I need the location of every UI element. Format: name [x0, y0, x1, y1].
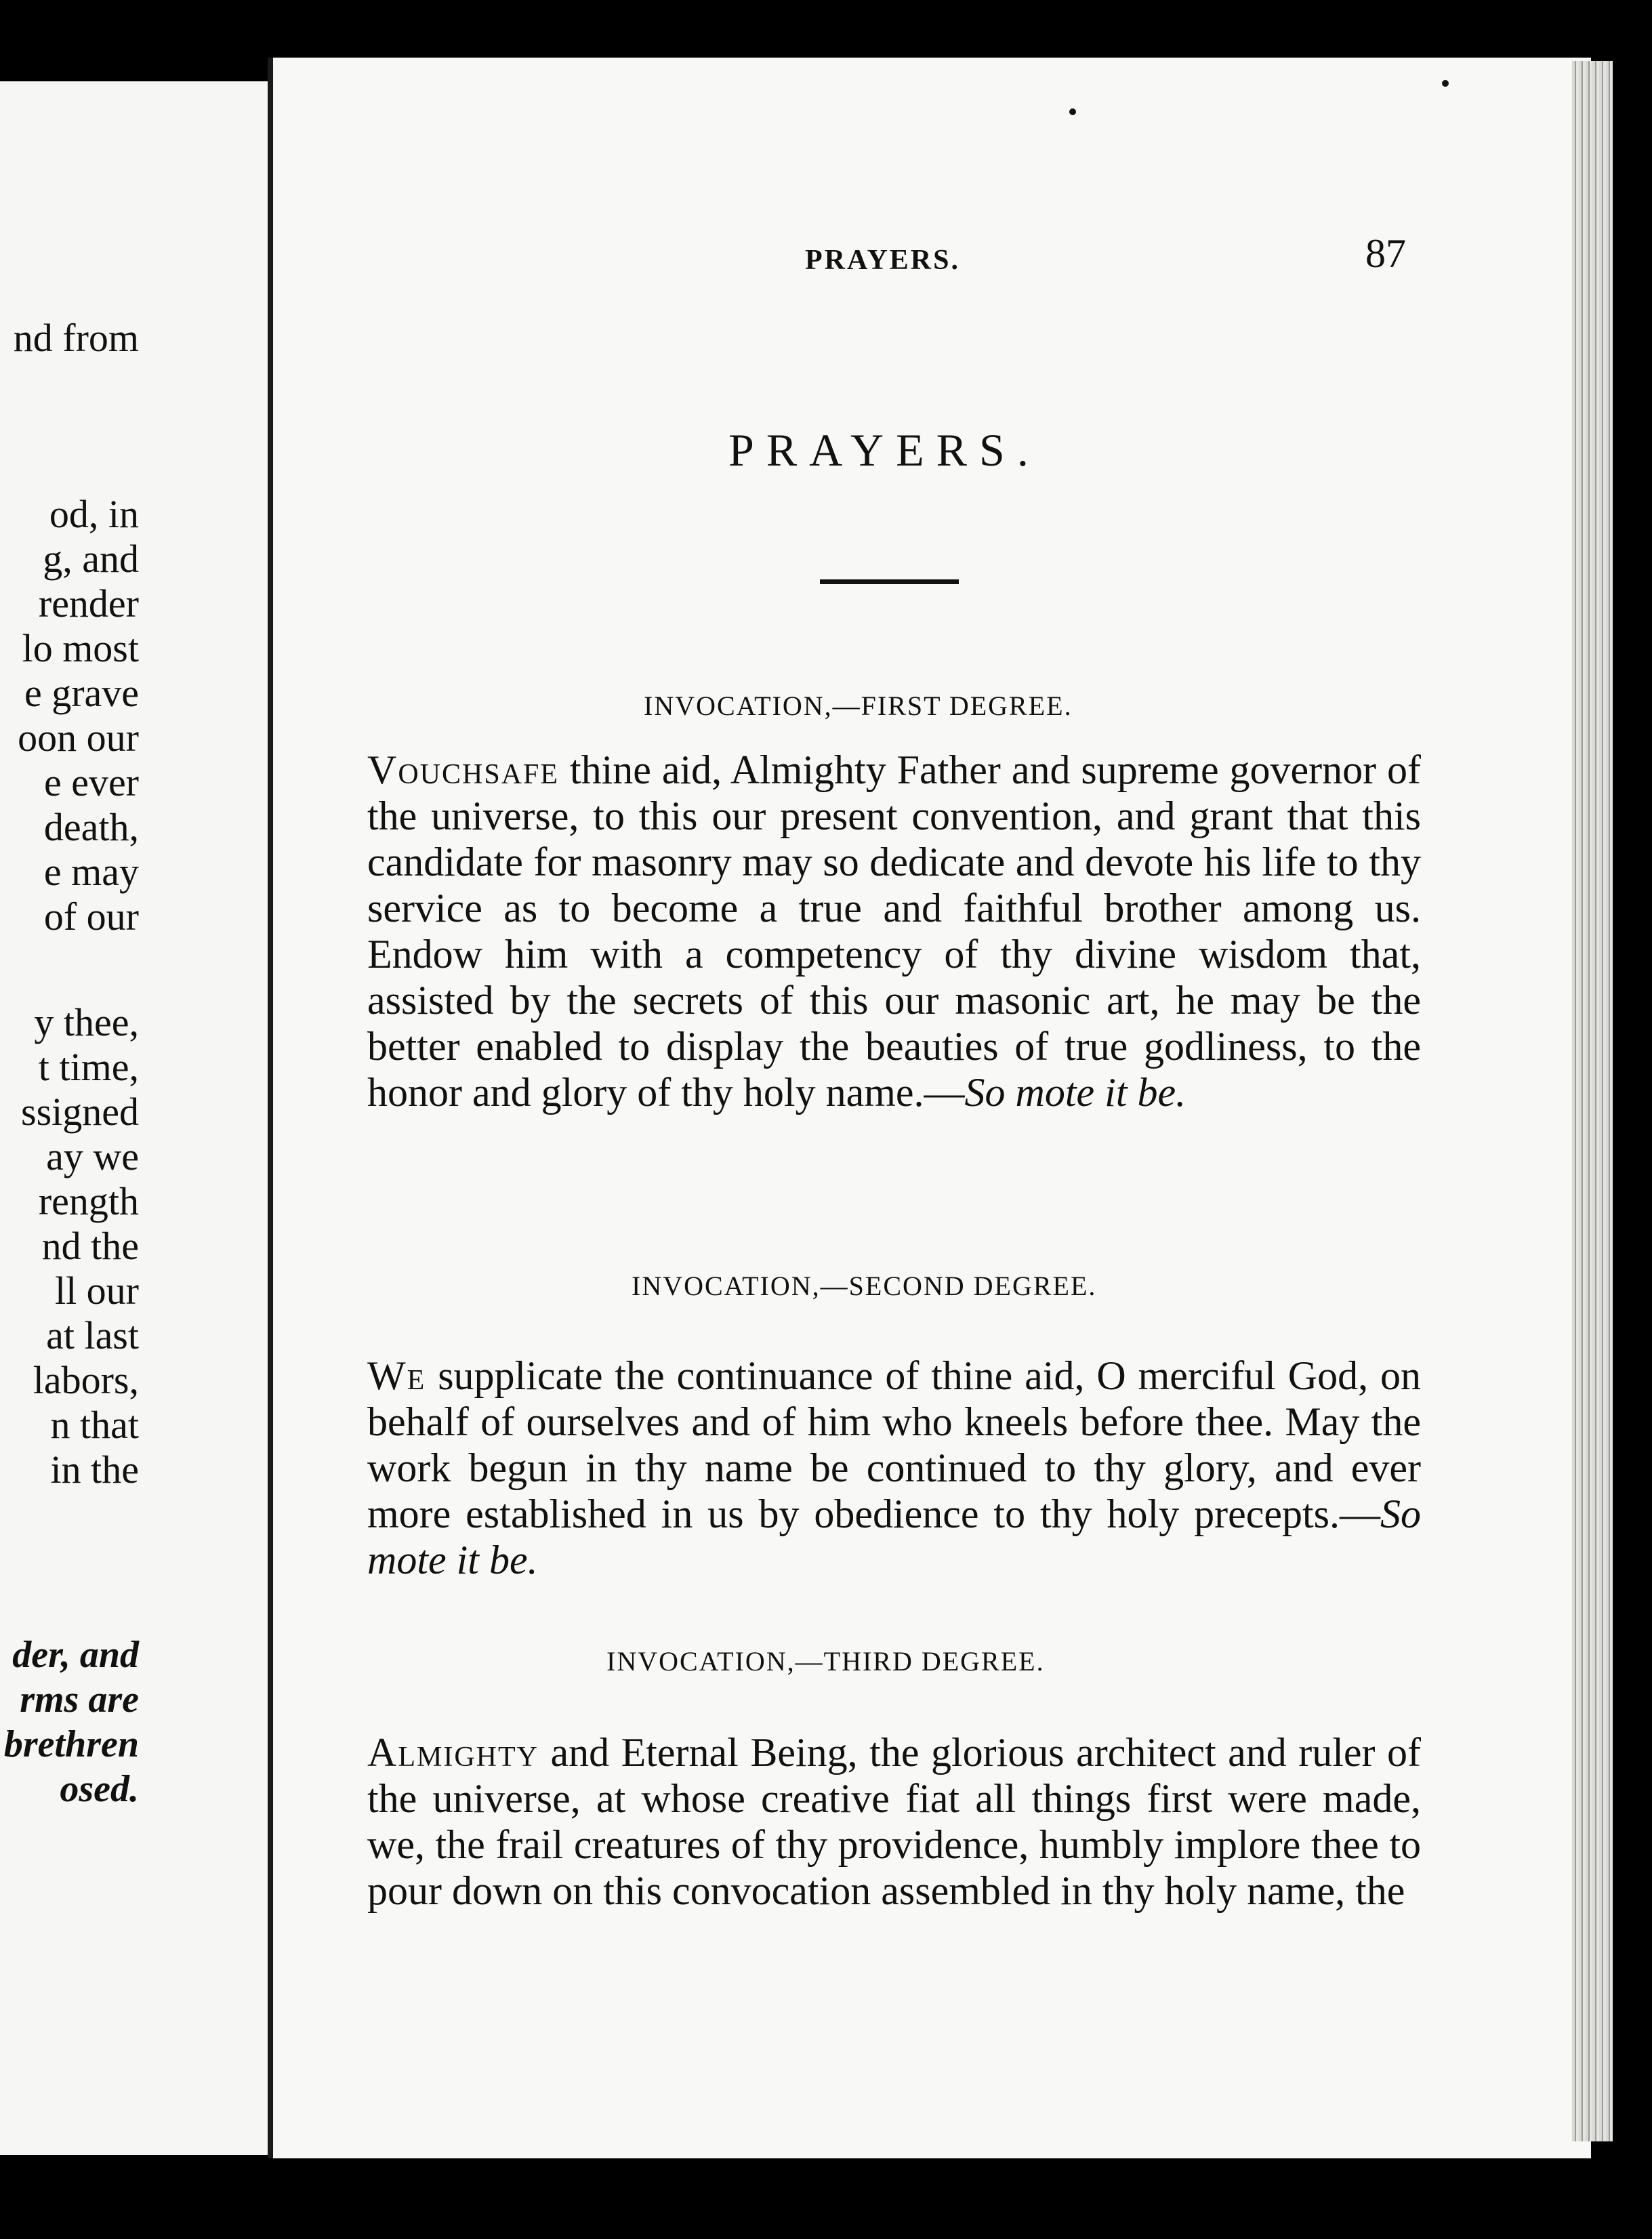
left-line: t time, — [38, 1045, 139, 1089]
section-text — [367, 1353, 1421, 1583]
section-lead: Almighty — [367, 1730, 539, 1775]
left-italic-line: der, and — [12, 1634, 139, 1676]
left-italic-line: rms are — [20, 1679, 139, 1721]
section-lead: We — [367, 1353, 426, 1398]
speck — [1442, 80, 1449, 87]
left-line: g, and — [43, 537, 139, 581]
section-lead: Vouchsafe — [367, 747, 560, 792]
left-line: ay we — [46, 1134, 139, 1178]
left-line: labors, — [33, 1358, 139, 1402]
section-closing: So mote it be. — [367, 1492, 1421, 1582]
left-line: oon our — [18, 716, 139, 760]
left-line: y thee, — [34, 1000, 139, 1044]
section-heading: INVOCATION,—FIRST DEGREE. — [644, 691, 1073, 721]
left-line: lo most — [22, 626, 139, 670]
left-line: render — [38, 581, 139, 625]
page-title: PRAYERS. — [728, 424, 1041, 476]
left-line: n that — [50, 1403, 139, 1447]
section-closing: So mote it be. — [964, 1070, 1186, 1115]
left-line: nd the — [41, 1224, 139, 1268]
left-line: ll our — [54, 1269, 139, 1313]
left-line: e grave — [24, 671, 139, 715]
section-heading: INVOCATION,—THIRD DEGREE. — [606, 1646, 1045, 1677]
section-text — [367, 1729, 1421, 1914]
running-head: PRAYERS. — [805, 245, 960, 276]
left-line: e ever — [43, 760, 139, 804]
left-line: e may — [43, 850, 139, 894]
section-body: and Eternal Being, the glorious architect and ruler of the universe, at whose creative fiat all things first were made, we, the frail creatures of thy providence, humbly implore thee to pour down on this convocation assembled in thy holy name, the — [367, 1730, 1421, 1913]
left-line: nd from — [13, 316, 139, 360]
section-body: thine aid, Almighty Father and supreme governor of the universe, to this our present convention, and grant that this candidate for masonry may so dedicate and devote his life to thy service as to become a true and faithful brother among us. Endow him with a competency of thy divine wisdom that, assisted by the secrets of this our masonic art, he may be the better enabled to display the beauties of true godliness, to the honor and glory of thy holy name.— — [367, 747, 1421, 1115]
previous-page — [0, 81, 272, 2155]
page-number: 87 — [1365, 231, 1406, 276]
speck — [1069, 108, 1076, 115]
left-line: of our — [43, 895, 139, 939]
left-line: at last — [46, 1313, 139, 1357]
section-body: supplicate the continuance of thine aid, O merciful God, on behalf of ourselves and of him who kneels before thee. May the work begun in thy name be continued to thy glory, and ever more established in us by obedience to thy holy precepts.— — [367, 1353, 1421, 1536]
left-line: in the — [50, 1447, 139, 1492]
title-rule — [820, 579, 959, 584]
section-heading: INVOCATION,—SECOND DEGREE. — [632, 1271, 1097, 1301]
section-text — [367, 747, 1421, 1115]
left-italic-line: osed. — [60, 1768, 139, 1810]
left-line: ssigned — [21, 1090, 139, 1134]
left-italic-line: brethren — [3, 1723, 139, 1765]
left-line: rength — [38, 1179, 139, 1223]
left-line: od, in — [49, 492, 139, 536]
left-line: death, — [43, 805, 139, 849]
page-edges — [1572, 61, 1613, 2141]
